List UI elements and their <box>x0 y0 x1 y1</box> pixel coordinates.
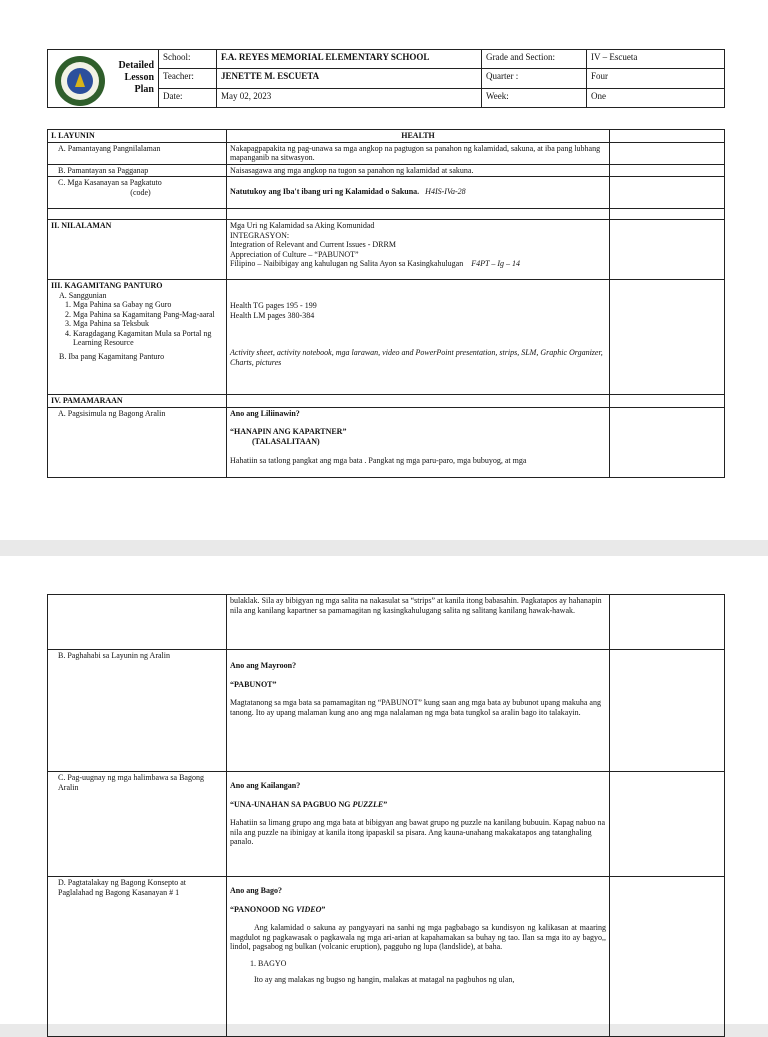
lesson-table-1 <box>47 129 725 478</box>
pagganap-label: B. Pamantayan sa Pagganap <box>48 164 227 177</box>
quarter-value: Four <box>587 69 725 89</box>
deped-seal-logo <box>55 56 105 106</box>
kasanayan-text: Natutukoy ang Iba't ibang uri ng Kalamidad o Sakuna. H4IS-IVa-28 <box>227 177 610 209</box>
nilalaman-title: II. NILALAMAN <box>48 220 227 280</box>
paguugnay-label: C. Pag-uugnay ng mga halimbawa sa Bagong Aralin <box>48 772 227 877</box>
date-value: May 02, 2023 <box>217 89 482 108</box>
kagamitan-title: III. KAGAMITANG PANTURO <box>51 281 163 290</box>
kagamitan-text: Health TG pages 195 - 199 Health LM pages 380-384 Activity sheet, activity notebook, mga larawan, video and PowerPoint presentation, strips, SLM, Graphic Organizer, Charts, pictures <box>227 280 610 395</box>
pagsisimula-text: Ano ang Liliinawin? “HANAPIN ANG KAPARTNER” (TALASALITAAN) Hahatiin sa tatlong pangkat ang mga bata . Pangkat ng mga paru-paro, mga bubuyog, at mga <box>227 407 610 477</box>
pamamaraan-title: IV. PAMAMARAAN <box>48 395 227 408</box>
page-2 <box>0 556 768 1024</box>
teacher-label: Teacher: <box>159 69 217 89</box>
school-value: F.A. REYES MEMORIAL ELEMENTARY SCHOOL <box>217 50 482 69</box>
week-value: One <box>587 89 725 108</box>
layunin-title: I. LAYUNIN <box>48 130 227 143</box>
week-label: Week: <box>482 89 587 108</box>
paguugnay-text: Ano ang Kailangan? “UNA-UNAHAN SA PAGBUO NG PUZZLE” Hahatiin sa limang grupo ang mga bata at bibigyan ang bawat grupo ng puzzle na kanilang bubuuin. Kapag nabuo na nila ang puzzle na ibinigay at kanila itong ipapaskil sa pisara. Ang kauna-unahang makakatapos ang tatanghaling panalo. <box>227 772 610 877</box>
nilalaman-text: Mga Uri ng Kalamidad sa Aking Komunidad INTEGRASYON: Integration of Relevant and Current Issues - DRRM Appreciation of Culture – “PABUNOT” Filipino – Naibibigay ang kahulugan ng Salita Ayon sa Kasingkahulugan F4PT – Ig – 14 <box>227 220 610 280</box>
grade-label: Grade and Section: <box>482 50 587 69</box>
kagamitan-cell: III. KAGAMITANG PANTURO A. Sanggunian 1. Mga Pahina sa Gabay ng Guro 2. Mga Pahina sa Kagamitang Pang-Mag-aaral 3. Mga Pahina sa Teksbuk 4. Karagdagang Kagamitan Mula sa Portal ng Learning Resource B. Iba pang Kagamitang Panturo <box>48 280 227 395</box>
pagtatalakay-label: D. Pagtatalakay ng Bagong Konsepto at Paglalahad ng Bagong Kasanayan # 1 <box>48 877 227 1037</box>
pagtatalakay-text: Ano ang Bago? “PANONOOD NG VIDEO” Ang kalamidad o sakuna ay pangyayari na sanhi ng mga pagbabago sa kundisyon ng kalikasan at maaring magdulot ng pagkawasak o pagkawala ng mga ari-arian at kapahamakan sa buhay ng tao. Ilan sa mga ito ay bagyo,, lindol, pagsabog ng bulkan (volcanic eruption), pagguho ng lupa (landslide), at baha. 1. BAGYO Ito ay ang malakas ng bugso ng hangin, malakas at matagal na pagbuhos ng ulan, <box>227 877 610 1037</box>
subject-title: HEALTH <box>227 130 610 143</box>
kasanayan-label: C. Mga Kasanayan sa Pagkatuto (code) <box>48 177 227 209</box>
pagsisimula-label: A. Pagsisimula ng Bagong Aralin <box>48 407 227 477</box>
dlp-title: Detailed Lesson Plan <box>118 60 154 95</box>
grade-value: IV – Escueta <box>587 50 725 69</box>
header-table <box>47 49 725 108</box>
paghahabi-text: Ano ang Mayroon? “PABUNOT” Magtatanong sa mga bata sa pamamagitan ng “PABUNOT” kung saan ang mga bata ay bubunot upang makuha ang tanong. Ito ay upang malaman kung ano ang mga nalalaman ng mga bata tungkol sa aralin bago ito talakayin. <box>227 650 610 772</box>
quarter-label: Quarter : <box>482 69 587 89</box>
paghahabi-label: B. Paghahabi sa Layunin ng Aralin <box>48 650 227 772</box>
teacher-value: JENETTE M. ESCUETA <box>217 69 482 89</box>
pamantayang-label: A. Pamantayang Pangnilalaman <box>48 142 227 164</box>
pagsisimula-text-cont: bulaklak. Sila ay bibigyan ng mga salita na nakasulat sa “strips” at kanila itong babasahin. Pagkatapos ay hahanapin nila ang kanilang kapartner sa pamamagitan ng kasingkahulugang salita ng salitang kanilang hawak-hawak. <box>227 595 610 650</box>
pagganap-text: Naisasagawa ang mga angkop na tugon sa panahon ng kalamidad at sakuna. <box>227 164 610 177</box>
school-label: School: <box>159 50 217 69</box>
date-label: Date: <box>159 89 217 108</box>
lesson-table-2 <box>47 594 725 1037</box>
pamantayang-text: Nakapagpapakita ng pag-unawa sa mga angkop na pagtugon sa panahon ng kalamidad, sakuna, at iba pang lubhang mapanganib na sitwasyon. <box>227 142 610 164</box>
logo-cell <box>48 50 159 108</box>
